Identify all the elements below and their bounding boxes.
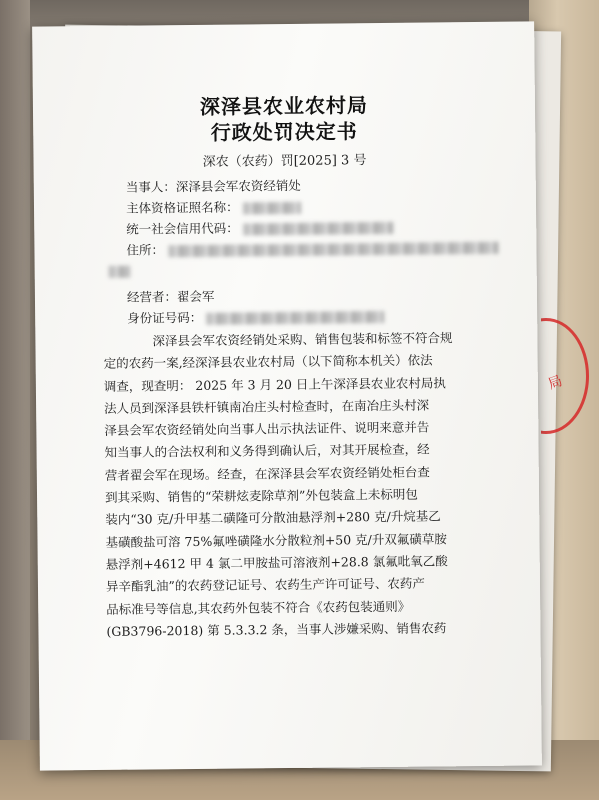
operator-text: 经营者：翟会军 — [126, 288, 215, 305]
document-number: 深农（农药）罚[2025] 3 号 — [202, 153, 367, 170]
id-number-label: 身份证号码： — [127, 309, 203, 326]
body-line: 法人员到深泽县铁杆镇南冶庄头村检查时，在南冶庄头村深 — [104, 397, 430, 416]
body-line: 到其采购、销售的“荣耕炫麦除草剂”外包装盒上未标明包 — [104, 486, 418, 505]
redacted-qualification — [242, 201, 300, 214]
body-line: 营者翟会军在现场。经查，在深泽县会军农资经销处柜台查 — [104, 464, 430, 483]
body-line: 悬浮剂+4612 甲 4 氯二甲胺盐可溶液剂+28.8 氯氟吡氧乙酸 — [105, 553, 448, 572]
body-line: 知当事人的合法权利和义务得到确认后，对其开展检查，经 — [104, 441, 430, 461]
qualification-line — [126, 197, 301, 217]
body-line: 基磺酸盐可溶 75%氟唑磺隆水分散粒剂+50 克/升双氟磺草胺 — [105, 531, 447, 550]
body-line: (GB3796-2018) 第 5.3.3.2 条，当事人涉嫌采购、销售农药 — [106, 620, 447, 639]
credit-code-label: 统一社会信用代码： — [126, 220, 239, 237]
party-text: 当事人：深泽县会军农资经销处 — [125, 177, 301, 195]
id-number-line — [127, 306, 384, 327]
body-line: 异辛酯乳油”的农药登记证号、农药生产许可证号、农药产 — [105, 575, 425, 595]
redacted-id-number — [206, 310, 384, 324]
qualification-label: 主体资格证照名称： — [125, 199, 239, 216]
document-title-type: 行政处罚决定书 — [210, 119, 358, 145]
body-line: 定的农药一案,经深泽县农业农村局（以下简称本机关）依法 — [103, 352, 433, 372]
decision-body — [103, 326, 538, 642]
body-line: 装内“30 克/升甲基二磺隆可分散油悬浮剂+280 克/升烷基乙 — [105, 508, 441, 528]
background-left — [0, 0, 30, 800]
address-line — [126, 237, 498, 259]
redacted-address — [168, 241, 498, 256]
party-line — [126, 176, 301, 196]
document-title-agency: 深泽县农业农村局 — [199, 93, 369, 119]
document-page — [32, 21, 542, 770]
red-seal-glyph: 局 — [546, 373, 565, 393]
address-label: 住所： — [126, 242, 165, 258]
operator-line — [127, 287, 215, 306]
redacted-address-tail — [109, 265, 131, 277]
body-line: 泽县会军农资经销处向当事人出示执法证件、说明来意并告 — [104, 419, 430, 439]
body-line: 调查，现查明： 2025 年 3 月 20 日上午深泽县农业农村局执 — [103, 374, 446, 394]
body-line: 深泽县会军农资经销处采购、销售包装和标签不符合规 — [152, 330, 453, 349]
body-line: 品标准号等信息,其农药外包装不符合《农药包装通则》 — [106, 598, 411, 617]
credit-code-line — [126, 217, 393, 238]
address-continuation — [105, 263, 131, 278]
redacted-credit-code — [243, 221, 393, 235]
